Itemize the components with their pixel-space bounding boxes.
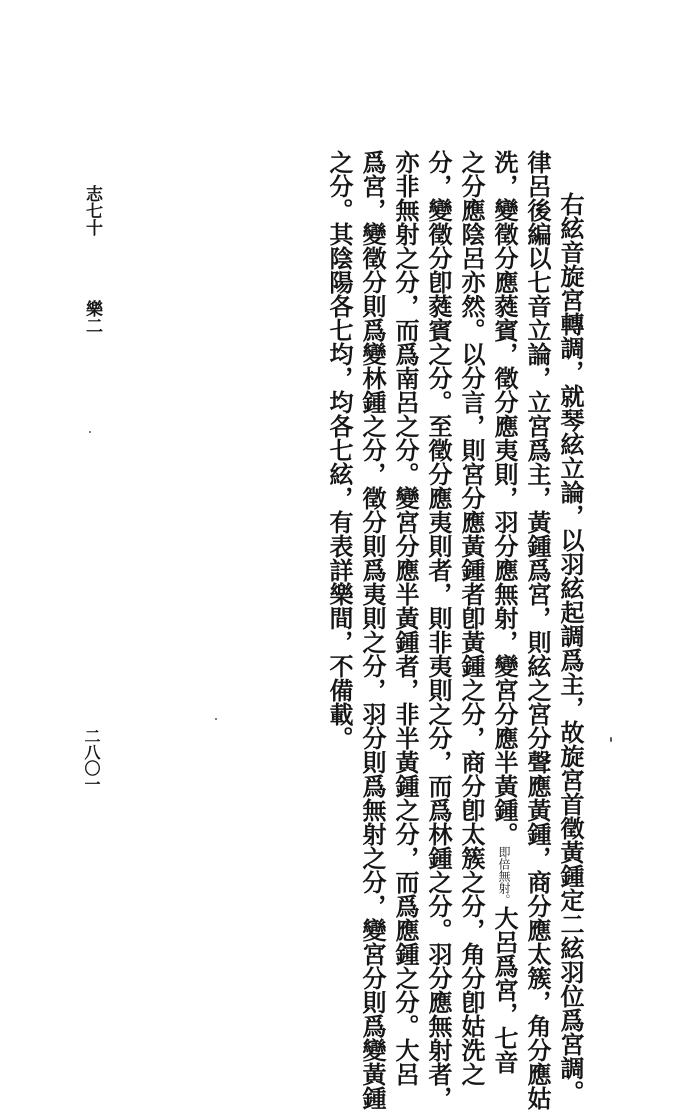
text-column-3-main: 洗，變徵分應蕤賓，徵分應夷則，羽分應無射，變宮分應半黃鍾。	[490, 150, 519, 846]
text-column-2: 律呂後編以七音立論，立宮爲主，黃鍾爲宮，則絃之宮分聲應黃鍾，商分應太簇，角分應姑	[523, 150, 552, 1110]
page-number: 二八〇一	[82, 728, 101, 792]
inline-note: 即倍無射。	[497, 846, 511, 906]
text-column-7: 爲宮，變徵分則爲變林鍾之分，徵分則爲夷則之分，羽分則爲無射之分，變宮分則爲變黃鍾	[358, 150, 387, 1110]
scan-speck	[610, 737, 612, 742]
text-column-1: 右絃音旋宮轉調，就琴絃立論，以羽絃起調爲主，故旋宮首徵黃鍾定二絃羽位爲宮調。	[556, 192, 585, 1104]
text-column-3	[490, 150, 518, 1074]
section-label: 樂二	[82, 300, 102, 334]
scan-speck	[89, 431, 91, 433]
text-column-5: 分，變徵分卽蕤賓之分。至徵分應夷則者，則非夷則之分，而爲林鍾之分。羽分應無射者，	[424, 150, 453, 1110]
text-column-3-end: 大呂爲宮，七音	[490, 906, 519, 1074]
volume-label: 志七十	[82, 185, 102, 236]
text-column-6: 亦非無射之分，而爲南呂之分。變宮分應半黃鍾者，非半黃鍾之分，而爲應鍾之分。大呂	[391, 150, 420, 1086]
scan-speck	[215, 718, 217, 720]
text-column-4: 之分應陰呂亦然。以分言，則宮分應黃鍾者卽黃鍾之分，商分卽太簇之分，角分卽姑洗之	[457, 150, 486, 1086]
text-column-8: 之分。其陰陽各七均，均各七絃，有表詳樂間，不備載。	[325, 150, 354, 750]
